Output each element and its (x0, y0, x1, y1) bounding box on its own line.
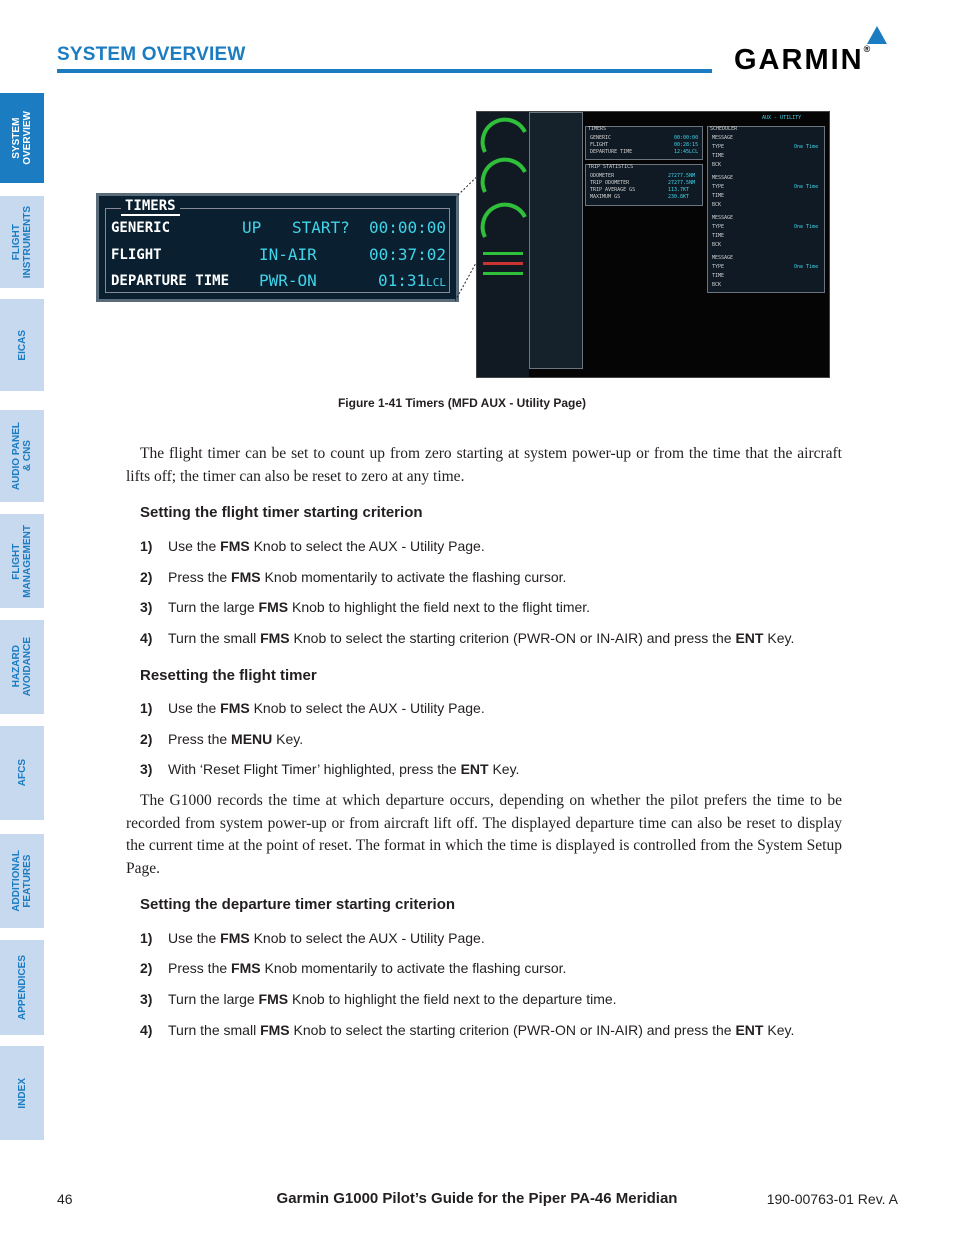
tab-label: FLIGHT MANAGEMENT (11, 524, 33, 598)
mfd-scheduler-panel (707, 126, 825, 293)
departure-time-suffix: LCL (426, 276, 446, 289)
mfd-sched-type: One Time (794, 144, 819, 150)
tab-appendices[interactable] (0, 940, 44, 1035)
timer-label-flight: FLIGHT (111, 247, 162, 263)
departure-paragraph: The G1000 records the time at which departure occurs, depending on whether the pilot prefers the time to be recorded from system power-up or from aircraft lift off. The displayed departure time can also be reset to display the current time at the point of reset. The format in which the time is displayed is controlled from the System Setup Page. (126, 792, 842, 877)
tab-label: INDEX (16, 1077, 28, 1109)
figure-caption: Figure 1-41 Timers (MFD AUX - Utility Page) (337, 396, 587, 410)
section-title: SYSTEM OVERVIEW (57, 44, 246, 65)
timer-mode-flight: IN-AIR (259, 245, 317, 264)
page-number: 46 (57, 1191, 73, 1207)
mfd-timer-row: DEPARTURE TIME (590, 149, 633, 155)
tab-label: EICAS (16, 329, 28, 361)
mfd-trip-panel (585, 164, 703, 206)
tab-eicas[interactable] (0, 299, 44, 391)
mfd-sched-type: One Time (794, 184, 819, 190)
tab-label: AUDIO PANEL & CNS (11, 421, 33, 491)
tab-additional-features[interactable] (0, 834, 44, 928)
footer-title: Garmin G1000 Pilot’s Guide for the Piper PA-46 Meridian (276, 1190, 678, 1207)
tab-system-overview[interactable] (0, 93, 44, 183)
mfd-sched-row: TYPE (712, 224, 725, 230)
mfd-sched-row: MESSAGE (712, 135, 734, 141)
mfd-timers-panel (585, 126, 703, 160)
tab-afcs[interactable] (0, 726, 44, 820)
mfd-sched-row: TIME (712, 273, 725, 279)
step-item: 4) Turn the small FMS Knob to select the starting criterion (PWR-ON or IN-AIR) and press the ENT Key. (140, 630, 795, 646)
engine-strip (529, 112, 583, 369)
mfd-sched-row: BCK (712, 202, 722, 208)
mfd-trip-row: TRIP ODOMETER (590, 180, 630, 186)
step-item: 1) Use the FMS Knob to select the AUX - Utility Page. (140, 700, 485, 716)
tab-audio-panel-cns[interactable] (0, 410, 44, 502)
step-item: 1) Use the FMS Knob to select the AUX - Utility Page. (140, 538, 485, 554)
tab-flight-management[interactable] (0, 514, 44, 608)
tab-label: HAZARD AVOIDANCE (11, 637, 33, 697)
header-rule (57, 69, 712, 73)
step-item: 3) With ‘Reset Flight Timer’ highlighted, press the ENT Key. (140, 761, 520, 777)
tab-flight-instruments[interactable] (0, 196, 44, 288)
timer-label-departure: DEPARTURE TIME (111, 273, 230, 289)
mfd-timers-title: TIMERS (588, 126, 607, 132)
mfd-timer-row: FLIGHT (590, 142, 609, 148)
tab-label: AFCS (16, 759, 28, 787)
mfd-sched-row: BCK (712, 282, 722, 288)
garmin-logo (734, 26, 900, 76)
step-item: 2) Press the FMS Knob momentarily to activate the flashing cursor. (140, 569, 567, 585)
timer-mode-departure: PWR-ON (259, 271, 317, 290)
mfd-sched-row: MESSAGE (712, 175, 734, 181)
mfd-trip-val: 27277.5NM (668, 180, 696, 186)
section-heading: Setting the flight timer starting criterion (140, 504, 423, 521)
section-heading: Setting the departure timer starting criterion (140, 896, 456, 913)
mfd-trip-val: 27277.5NM (668, 173, 696, 179)
mfd-timer-row: GENERIC (590, 135, 612, 141)
mfd-timer-val: 00:28:15 (674, 142, 699, 148)
timer-label-generic: GENERIC (111, 220, 171, 236)
mfd-sched-row: TIME (712, 153, 725, 159)
timer-value-generic: 00:00:00 (368, 218, 446, 237)
mfd-timer-val: 12:45LCL (674, 149, 699, 155)
document-number: 190-00763-01 Rev. A (766, 1191, 898, 1207)
mfd-trip-val: 113.7KT (668, 187, 690, 193)
timers-title: TIMERS (121, 198, 180, 216)
mfd-sched-row: BCK (712, 242, 722, 248)
timers-inset (96, 193, 459, 302)
mfd-sched-row: TIME (712, 233, 725, 239)
mfd-trip-row: ODOMETER (590, 173, 615, 179)
mfd-sched-type: One Time (794, 264, 819, 270)
mfd-sched-row: TIME (712, 193, 725, 199)
mfd-trip-val: 230.8KT (668, 194, 690, 200)
departure-time-value: 01:31 (377, 271, 427, 290)
tab-label: FLIGHT INSTRUMENTS (11, 205, 33, 279)
engine-gauges (477, 112, 529, 377)
mfd-trip-title: TRIP STATISTICS (588, 164, 634, 170)
timer-mode-generic: UP (242, 218, 262, 237)
mfd-trip-row: TRIP AVERAGE GS (590, 187, 636, 193)
garmin-wordmark: GARMIN® (734, 44, 873, 76)
mfd-screenshot (476, 111, 830, 378)
mfd-sched-row: TYPE (712, 184, 725, 190)
mfd-sched-row: BCK (712, 162, 722, 168)
intro-paragraph: The flight timer can be set to count up from zero starting at system power-up or from the time that the aircraft lifts off; the timer can also be reset to zero at any time. (126, 445, 842, 485)
mfd-timer-val: 00:00:00 (674, 135, 699, 141)
mfd-sched-row: MESSAGE (712, 255, 734, 261)
step-item: 3) Turn the large FMS Knob to highlight the field next to the departure time. (140, 991, 617, 1007)
mfd-sched-row: MESSAGE (712, 215, 734, 221)
timer-value-flight: 00:37:02 (368, 245, 446, 264)
section-heading: Resetting the flight timer (140, 667, 317, 684)
timer-start-generic: START? (292, 218, 350, 237)
tab-label: APPENDICES (16, 954, 28, 1020)
mfd-sched-row: TYPE (712, 264, 725, 270)
mfd-scheduler-title: SCHEDULER (710, 126, 738, 132)
mfd-sched-type: One Time (794, 224, 819, 230)
garmin-triangle-icon (867, 26, 887, 44)
step-item: 3) Turn the large FMS Knob to highlight the field next to the flight timer. (140, 599, 591, 615)
mfd-sched-row: TYPE (712, 144, 725, 150)
step-item: 2) Press the MENU Key. (140, 731, 304, 747)
tab-hazard-avoidance[interactable] (0, 620, 44, 714)
tab-label: ADDITIONAL FEATURES (11, 850, 33, 912)
tab-index[interactable] (0, 1046, 44, 1140)
mfd-page-title: AUX - UTILITY (762, 115, 802, 121)
mfd-trip-row: MAXIMUM GS (590, 194, 621, 200)
step-item: 2) Press the FMS Knob momentarily to activate the flashing cursor. (140, 960, 567, 976)
step-item: 1) Use the FMS Knob to select the AUX - Utility Page. (140, 930, 485, 946)
step-item: 4) Turn the small FMS Knob to select the starting criterion (PWR-ON or IN-AIR) and press the ENT Key. (140, 1022, 795, 1038)
timer-value-departure (378, 271, 446, 290)
tab-label: SYSTEM OVERVIEW (11, 111, 33, 165)
